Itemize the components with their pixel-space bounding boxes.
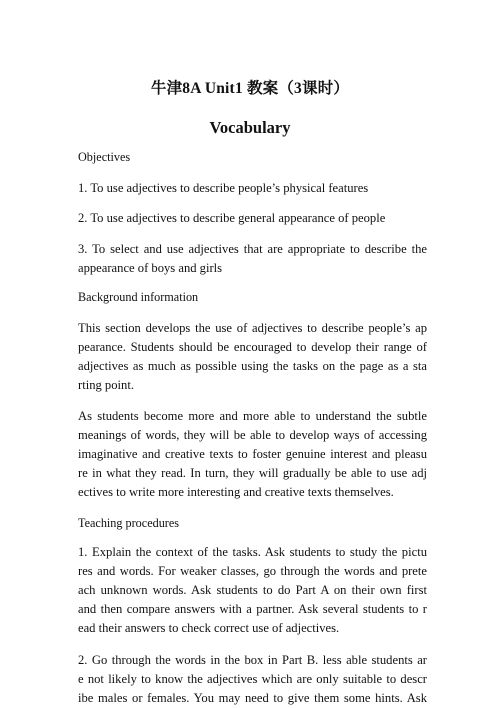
background-paragraph-2: [78, 407, 427, 502]
document-title: 牛津8A Unit1 教案（3课时）: [150, 80, 350, 97]
procedure-step-2: [78, 651, 427, 708]
text-line: and then compare answers with a partner. Ask several students to r: [78, 602, 427, 616]
text-line: rting point.: [78, 378, 134, 392]
text-line: ectives to write more interesting and creative texts themselves.: [78, 485, 394, 499]
objective-item-2: 2. To use adjectives to describe general appearance of people: [78, 211, 386, 225]
text-line: res and words. For weaker classes, go through the words and prete: [78, 564, 427, 578]
text-line: re in what they read. In turn, they will gradually be able to use adj: [78, 466, 427, 480]
text-line: pearance. Students should be encouraged to develop their range of: [78, 340, 427, 354]
text-line: e not likely to know the adjectives which are only suitable to descr: [78, 672, 427, 686]
text-line: adjectives as much as possible using the tasks on the page as a sta: [78, 359, 427, 373]
text-line: 3. To select and use adjectives that are appropriate to describe the: [78, 242, 427, 256]
objective-item-3: [78, 240, 427, 278]
text-line: appearance of boys and girls: [78, 261, 223, 275]
background-heading: Background information: [78, 290, 199, 304]
text-line: ead their answers to check correct use of adjectives.: [78, 621, 340, 635]
text-line: ach unknown words. Ask students to do Part A on their own first: [78, 583, 427, 597]
text-line: ibe males or females. You may need to give them some hints. Ask: [78, 691, 427, 705]
text-line: As students become more and more able to understand the subtle: [78, 409, 427, 423]
objectives-heading: Objectives: [78, 150, 131, 164]
text-line: 1. Explain the context of the tasks. Ask students to study the pictu: [78, 545, 427, 559]
text-line: imaginative and creative texts to foster genuine interest and pleasu: [78, 447, 427, 461]
text-line: meanings of words, they will be able to develop ways of accessing: [78, 428, 427, 442]
procedures-heading: Teaching procedures: [78, 516, 179, 530]
objective-item-1: 1. To use adjectives to describe people’s physical features: [78, 181, 369, 195]
text-line: This section develops the use of adjectives to describe people’s ap: [78, 321, 427, 335]
text-line: 2. Go through the words in the box in Part B. less able students ar: [78, 653, 427, 667]
procedure-step-1: [78, 543, 427, 638]
background-paragraph-1: [78, 319, 427, 395]
section-title: Vocabulary: [209, 118, 291, 137]
